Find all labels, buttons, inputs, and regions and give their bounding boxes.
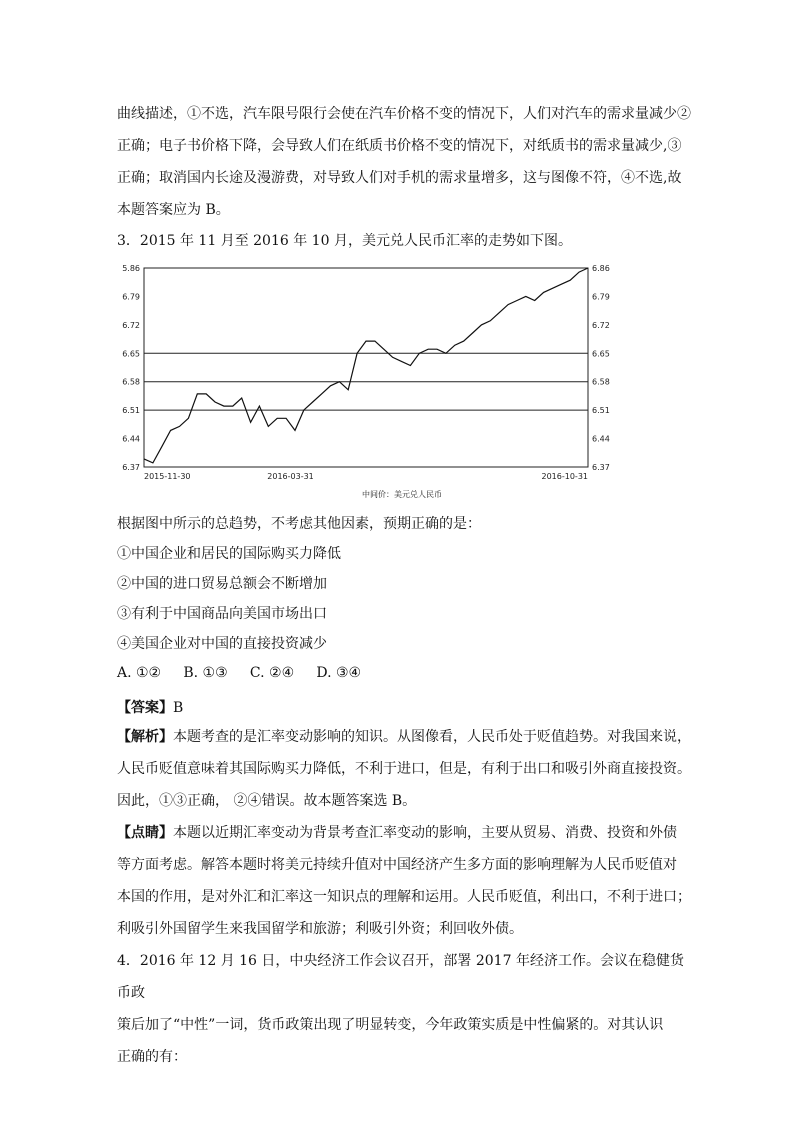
chart-caption: 中间价：美元兑人民币 (362, 490, 442, 499)
y-tick-label-left: 6.44 (122, 434, 140, 444)
answer-choices: A. ①② B. ①③ C. ②④ D. ③④ (117, 665, 362, 681)
x-tick-label: 2016-03-31 (267, 472, 314, 481)
analysis-line: 因此，①③正确， ②④错误。故本题答案选 B。 (117, 793, 417, 809)
x-tick-label: 2015-11-30 (144, 472, 191, 481)
option-item-2: ②中国的进口贸易总额会不断增加 (117, 576, 327, 592)
exchange-rate-chart (110, 252, 610, 502)
y-tick-label-left: 6.79 (122, 292, 140, 302)
answer-tag: 【答案】 (117, 700, 173, 716)
y-tick-label-right: 6.65 (592, 349, 610, 359)
question-4-line: 4．2016 年 12 月 16 日，中央经济工作会议召开，部署 2017 年经济工作。会议在稳健货币政 (117, 953, 684, 1001)
intro-explanation (117, 98, 692, 226)
analysis-line: 人民币贬值意味着其国际购买力降低，不利于进口，但是，有利于出口和吸引外商直接投资。 (117, 761, 691, 777)
y-tick-label-right: 6.58 (592, 377, 610, 387)
analysis-line: 本题考查的是汇率变动影响的知识。从图像看，人民币处于贬值趋势。对我国来说， (173, 729, 691, 745)
analysis-paragraph (117, 721, 692, 817)
comment-paragraph (117, 817, 692, 945)
y-tick-label-left: 6.51 (122, 406, 140, 416)
y-tick-label-right: 6.44 (592, 434, 610, 444)
y-tick-label-left: 5.86 (122, 264, 140, 273)
y-tick-label-left: 6.37 (122, 463, 140, 472)
intro-line: 正确；取消国内长途及漫游费，对导致人们对手机的需求量增多，这与图像不符，④不选,故 (117, 170, 682, 186)
y-tick-label-left: 6.58 (122, 377, 140, 387)
x-tick-label: 2016-10-31 (541, 472, 588, 481)
question-4 (117, 945, 692, 1073)
chart-series (144, 268, 588, 463)
analysis-tag: 【解析】 (117, 729, 173, 745)
intro-line: 本题答案应为 B。 (117, 202, 230, 218)
comment-line: 利吸引外国留学生来我国留学和旅游；利吸引外资；利回收外债。 (117, 921, 523, 937)
question-3-prompt: 根据图中所示的总趋势，不考虑其他因素，预期正确的是： (117, 516, 481, 532)
answer-value: B (173, 700, 184, 716)
option-item-1: ①中国企业和居民的国际购买力降低 (117, 546, 341, 562)
intro-line: 曲线描述，①不选，汽车限号限行会使在汽车价格不变的情况下，人们对汽车的需求量减少② (117, 106, 691, 122)
question-3-stem: 3．2015 年 11 月至 2016 年 10 月，美元兑人民币汇率的走势如下图。 (117, 233, 572, 249)
option-item-4: ④美国企业对中国的直接投资减少 (117, 636, 327, 652)
option-item-3: ③有利于中国商品向美国市场出口 (117, 606, 327, 622)
comment-line: 等方面考虑。解答本题时将美元持续升值对中国经济产生多方面的影响理解为人民币贬值对 (117, 857, 677, 873)
question-4-line: 策后加了“中性”一词，货币政策出现了明显转变，今年政策实质是中性偏紧的。对其认识 (117, 1017, 664, 1033)
y-tick-label-right: 6.37 (592, 463, 610, 472)
question-4-line: 正确的有： (117, 1049, 187, 1065)
y-tick-label-right: 6.72 (592, 320, 610, 330)
comment-tag: 【点睛】 (117, 825, 173, 841)
y-tick-label-right: 6.79 (592, 292, 610, 302)
comment-line: 本题以近期汇率变动为背景考查汇率变动的影响，主要从贸易、消费、投资和外债 (173, 825, 677, 841)
y-tick-label-left: 6.65 (122, 349, 140, 359)
answer-line (117, 697, 183, 717)
intro-line: 正确；电子书价格下降，会导致人们在纸质书价格不变的情况下，对纸质书的需求量减少,③ (117, 138, 682, 154)
comment-line: 本国的作用，是对外汇和汇率这一知识点的理解和运用。人民币贬值，利出口，不利于进口； (117, 889, 691, 905)
y-tick-label-right: 6.51 (592, 406, 610, 416)
chart-ticks (122, 264, 610, 481)
y-tick-label-left: 6.72 (122, 320, 140, 330)
usd-cny-series-line (144, 268, 588, 463)
y-tick-label-right: 6.86 (592, 264, 610, 273)
